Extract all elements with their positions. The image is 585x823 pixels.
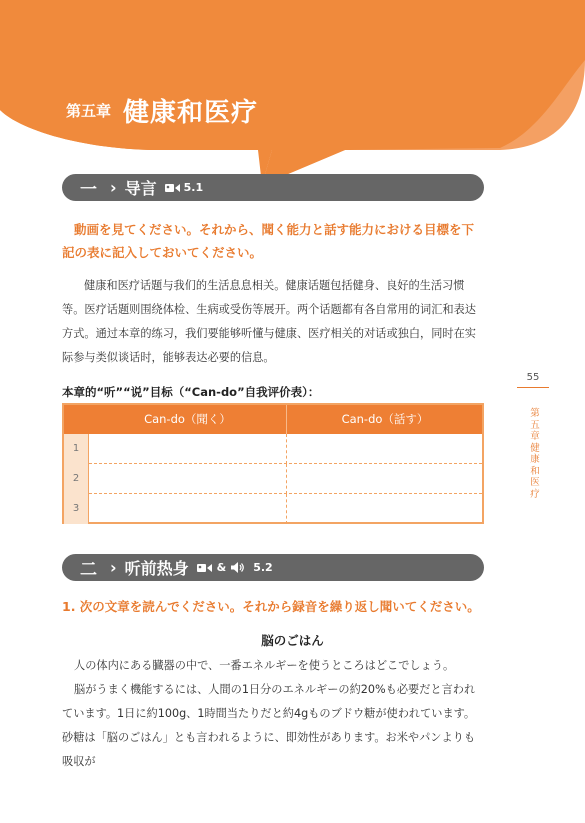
media-ref-number: 5.2	[253, 561, 273, 574]
reading-paragraph: 脳がうまく機能するには、人間の1日分のエネルギーの約20%も必要だと言われています。1日に約100g、1時間当たりだと約4gものブドウ糖が使われています。砂糖は「脳のごはん」とも言われるように、即効性があります。お米やパンよりも吸収が	[62, 683, 476, 768]
media-reference[interactable]	[165, 181, 204, 194]
header-speaking: Can-do（話す）	[341, 412, 429, 426]
section-header-intro	[62, 174, 484, 201]
media-reference[interactable]	[197, 561, 273, 574]
section-title: 导言	[124, 179, 157, 198]
listening-goal-cell[interactable]	[90, 494, 287, 524]
reading-paragraph: 人の体内にある臓器の中で、一番エネルギーを使うところはどこでしょう。	[74, 659, 455, 672]
section-number: 二	[80, 560, 97, 580]
warmup-instruction: 1. 次の文章を読んでください。それから録音を繰り返し聞いてください。	[62, 599, 480, 614]
speaker-icon	[231, 562, 245, 573]
row-number: 1	[64, 434, 89, 464]
intro-instruction: 動画を見てください。それから、聞く能力と話す能力における目標を下記の表に記入しておいてください。	[62, 222, 475, 260]
chapter-banner	[0, 0, 585, 200]
row-number: 3	[64, 494, 89, 524]
chevron-right-icon: ›	[110, 178, 117, 197]
section-number: 一	[80, 180, 97, 200]
row-number: 2	[64, 464, 89, 494]
speaking-goal-cell[interactable]	[288, 464, 482, 494]
video-icon	[197, 563, 212, 573]
intro-body-text: 健康和医疗话题与我们的生活息息相关。健康话题包括健身、良好的生活习惯等。医疗话题则围绕体检、生病或受伤等展开。两个话题都有各自常用的词汇和表达方式。通过本章的练习，我们要能够听懂与健康、医疗相关的对话或独白，同时在实际参与类似谈话时，能够表达必要的信息。	[62, 279, 476, 364]
chevron-right-icon: ›	[110, 558, 117, 577]
table-caption: 本章的“听”“说”目标（“Can-do”自我评价表）：	[62, 385, 320, 399]
table-row	[64, 434, 482, 464]
speaking-goal-cell[interactable]	[288, 434, 482, 464]
side-chapter-label: 第五章 健康和医疗	[530, 408, 550, 500]
page-number: 55	[517, 372, 549, 388]
chapter-title: 健康和医疗	[123, 98, 259, 128]
section-header-warmup	[62, 554, 484, 581]
speaking-goal-cell[interactable]	[288, 494, 482, 524]
section-title: 听前热身	[124, 559, 189, 578]
chapter-heading	[66, 92, 258, 129]
media-ref-number: 5.1	[183, 181, 204, 194]
listening-goal-cell[interactable]	[90, 464, 287, 494]
listening-goal-cell[interactable]	[90, 434, 287, 464]
header-listening: Can-do（聞く）	[89, 405, 287, 434]
table-header	[64, 405, 482, 434]
table-row	[64, 464, 482, 494]
ampersand: &	[216, 561, 227, 574]
reading-title: 脳のごはん	[261, 633, 324, 648]
chapter-label: 第五章	[66, 102, 112, 120]
table-row	[64, 494, 482, 524]
cando-table	[62, 403, 484, 524]
video-icon	[165, 183, 180, 193]
